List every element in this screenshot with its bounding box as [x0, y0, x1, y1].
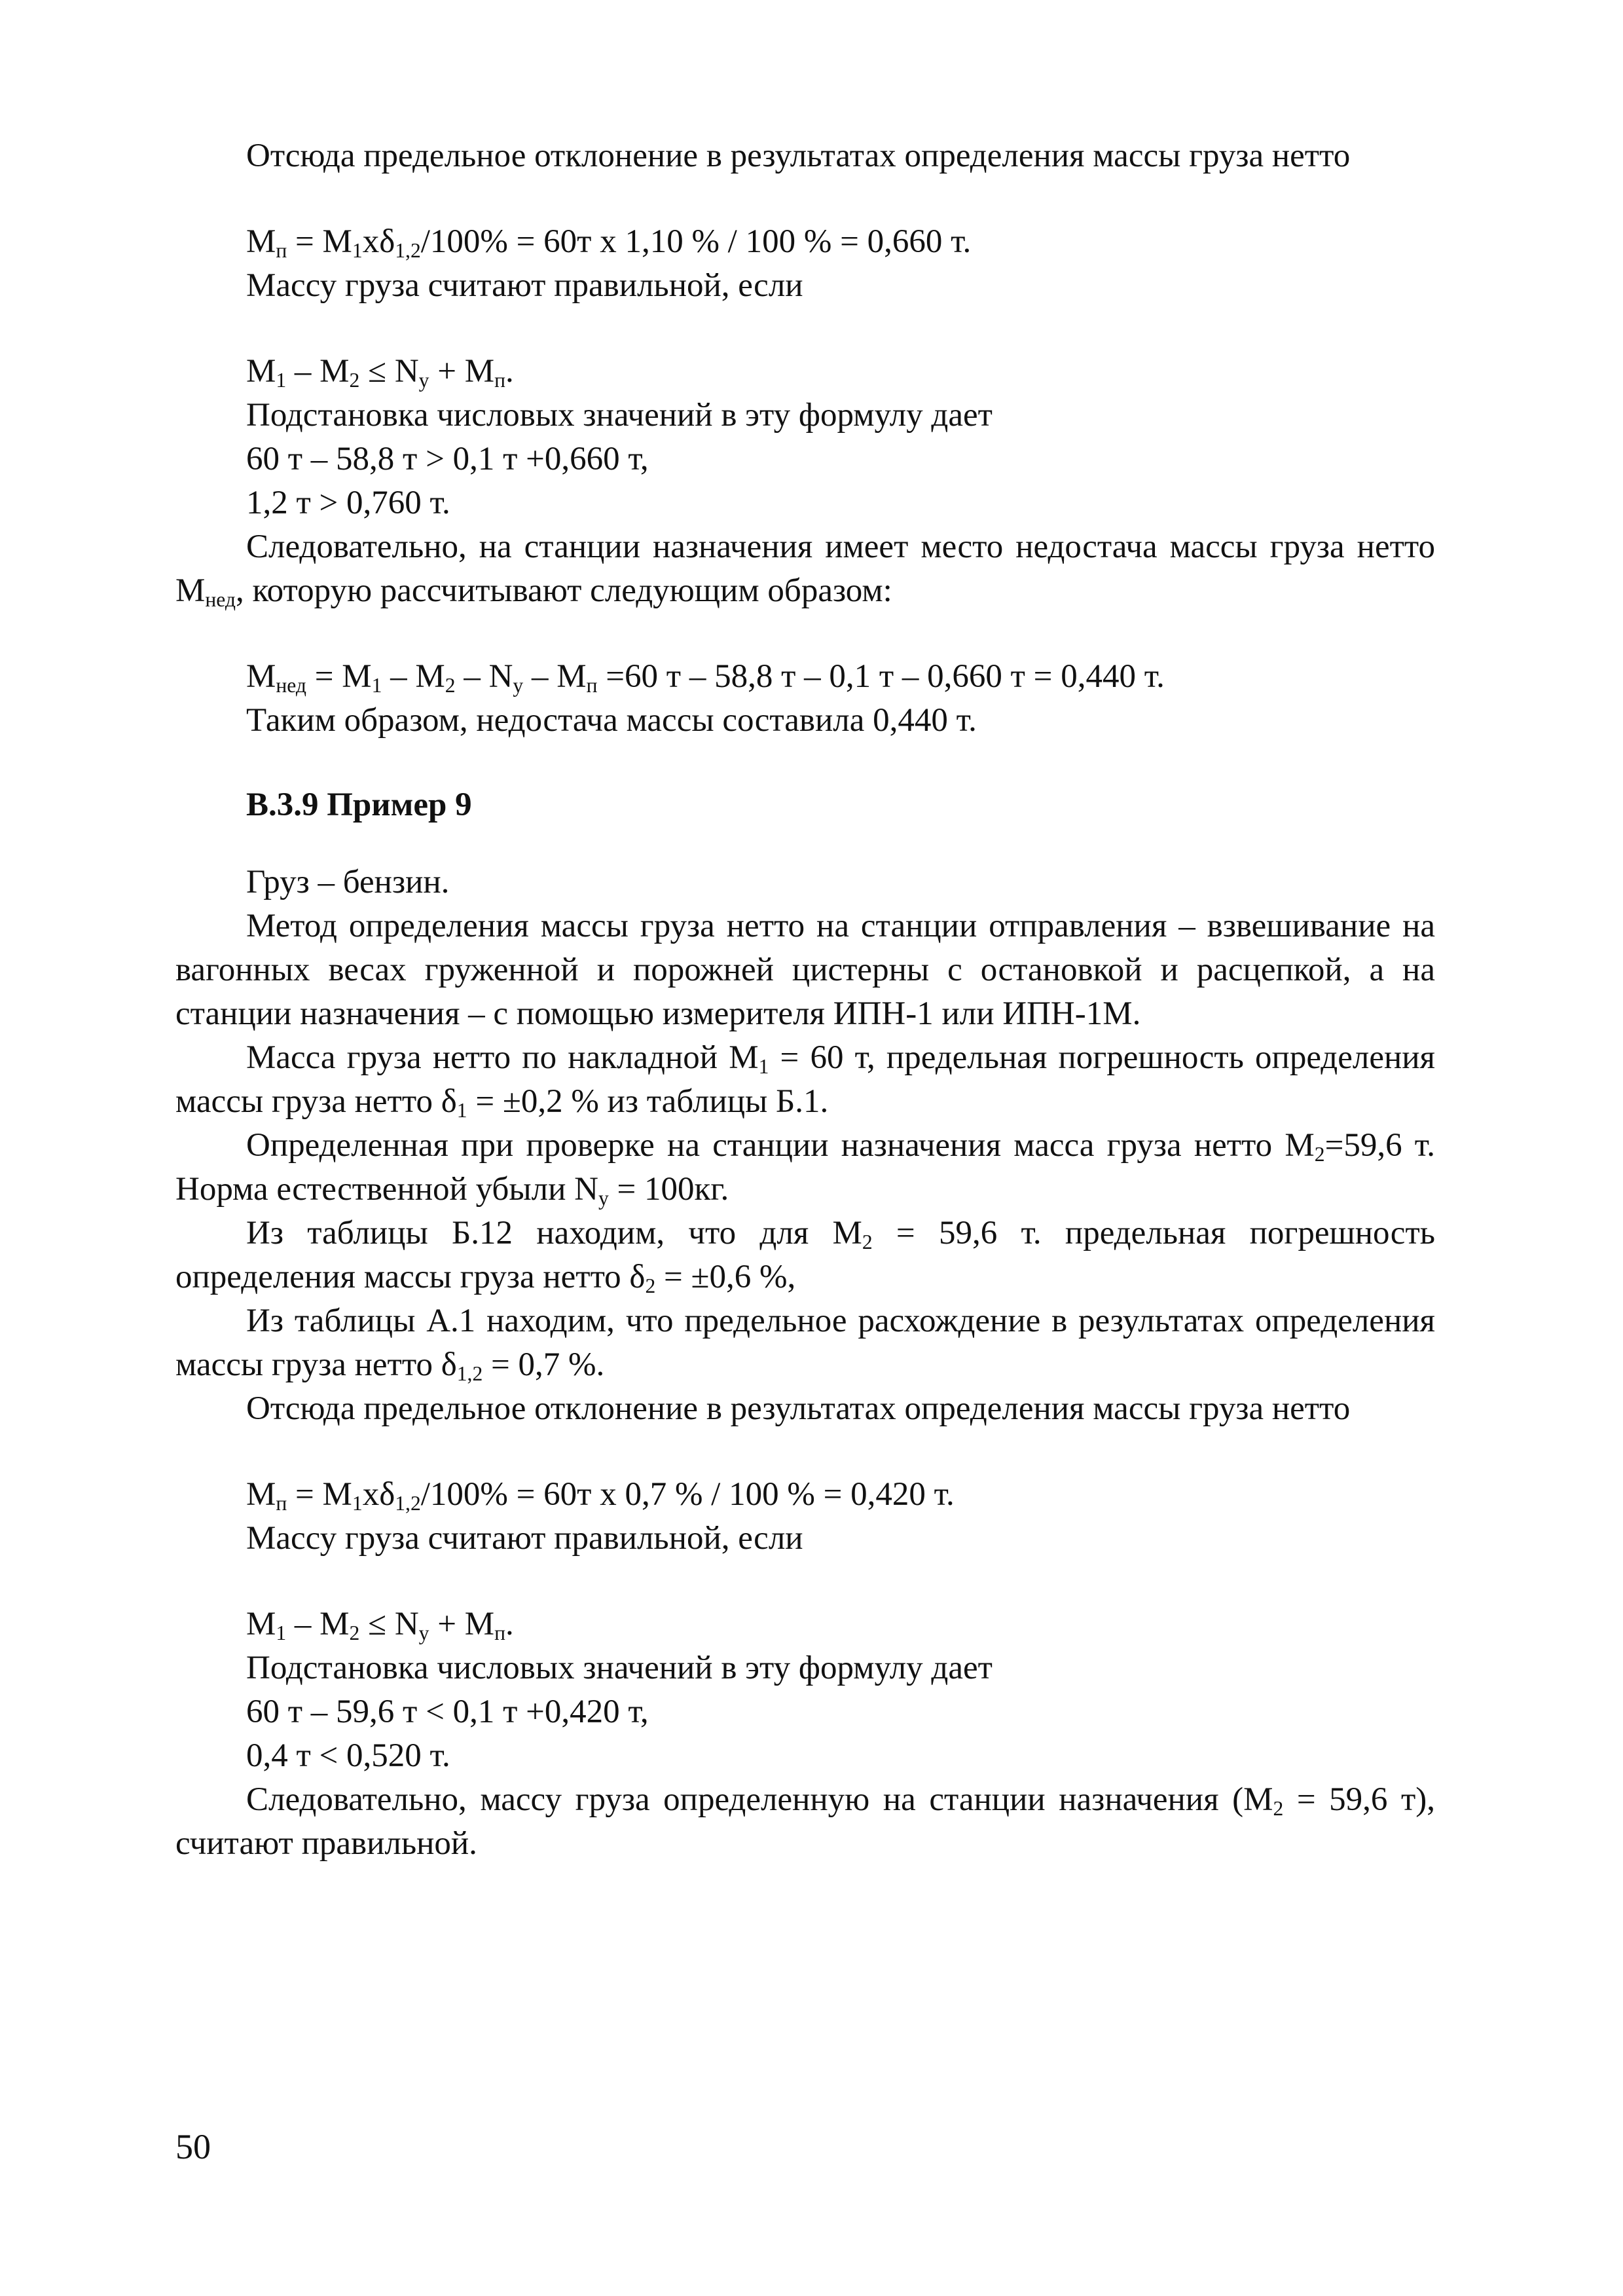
formula-condition-2: $М_1 - М_2 \le N_у + М_п$.	[246, 1606, 514, 1644]
paragraph-condition-intro-2: Массу груза считают правильной, если	[246, 1520, 803, 1557]
formula-result-2: 0,4 т < 0,520 т.	[246, 1737, 450, 1774]
formula-mp-2: $М_п = М_1x\delta_{1,2}/100\% = 60т$ х 0,7 % / 100 % = 0,420 т.	[246, 1476, 955, 1515]
formula-result: 1,2 т > 0,760 т.	[246, 485, 450, 521]
paragraph-substitution-intro: Подстановка числовых значений в эту формулу дает	[246, 397, 993, 434]
formula-mp: $М_п = М_1x\delta_{1,2}/100\% = 60т$ х 1,10 % / 100 % = 0,660 т.	[246, 223, 972, 262]
paragraph-shortage: Следовательно, на станции назначения имеет место недостача массы груза нетто $М_{нед}$, которую рассчитывают следующим образом:	[175, 528, 1435, 611]
paragraph-limit-deviation: Отсюда предельное отклонение в результатах определения массы груза нетто	[246, 138, 1351, 174]
formula-substitution-2: 60 т – 59,6 т < 0,1 т +0,420 т,	[246, 1694, 649, 1730]
paragraph-table-a1: Из таблицы А.1 находим, что предельное расхождение в результатах определения массы груза нетто $\delta_{1,2} = 0,7$ %.	[175, 1303, 1435, 1385]
paragraph-substitution-intro-2: Подстановка числовых значений в эту формулу дает	[246, 1650, 993, 1686]
paragraph-conclusion: Следовательно, массу груза определенную на станции назначения ($М_2 = 59,6$ т), считают правильной.	[175, 1781, 1435, 1862]
formula-substitution: 60 т – 58,8 т > 0,1 т +0,660 т,	[246, 441, 649, 477]
paragraph-table-b12: Из таблицы Б.12 находим, что для $М_2 = 59,6$ т. предельная погрешность определения массы груза нетто $\delta_2 = \pm 0,6$ %,	[175, 1215, 1435, 1297]
paragraph-mass-destination: Определенная при проверке на станции назначения масса груза нетто $М_2=59,6$ т. Норма естественной убыли $N_у = 100кг$.	[175, 1127, 1435, 1210]
paragraph-mass-waybill: Масса груза нетто по накладной $М_1 = 60$ т, предельная погрешность определения массы груза нетто $\delta_1 = \pm 0,2$ % из таблицы Б.1.	[175, 1039, 1435, 1122]
paragraph-limit-deviation-2: Отсюда предельное отклонение в результатах определения массы груза нетто	[246, 1390, 1351, 1427]
paragraph-shortage-total: Таким образом, недостача массы составила 0,440 т.	[246, 702, 977, 739]
section-heading: В.3.9 Пример 9	[246, 787, 472, 823]
page-number: 50	[175, 2127, 211, 2166]
paragraph-cargo: Груз – бензин.	[246, 864, 450, 900]
paragraph-method: Метод определения массы груза нетто на станции отправления – взвешивание на вагонных весах груженной и порожней цистерны с остановкой и расцепкой, а на станции назначения – с помощью измерителя ИПН-1 или ИПН-1М.	[175, 908, 1435, 1032]
paragraph-condition-intro: Массу груза считают правильной, если	[246, 267, 803, 304]
document-page	[175, 134, 1435, 1866]
formula-condition: $М_1 - М_2 \le N_у + М_п$.	[246, 353, 514, 392]
formula-shortage: $М_{нед} = М_1 - М_2 - N_у - М_п =60$ т – 58,8 т – 0,1 т – 0,660 т = 0,440 т.	[246, 658, 1165, 697]
